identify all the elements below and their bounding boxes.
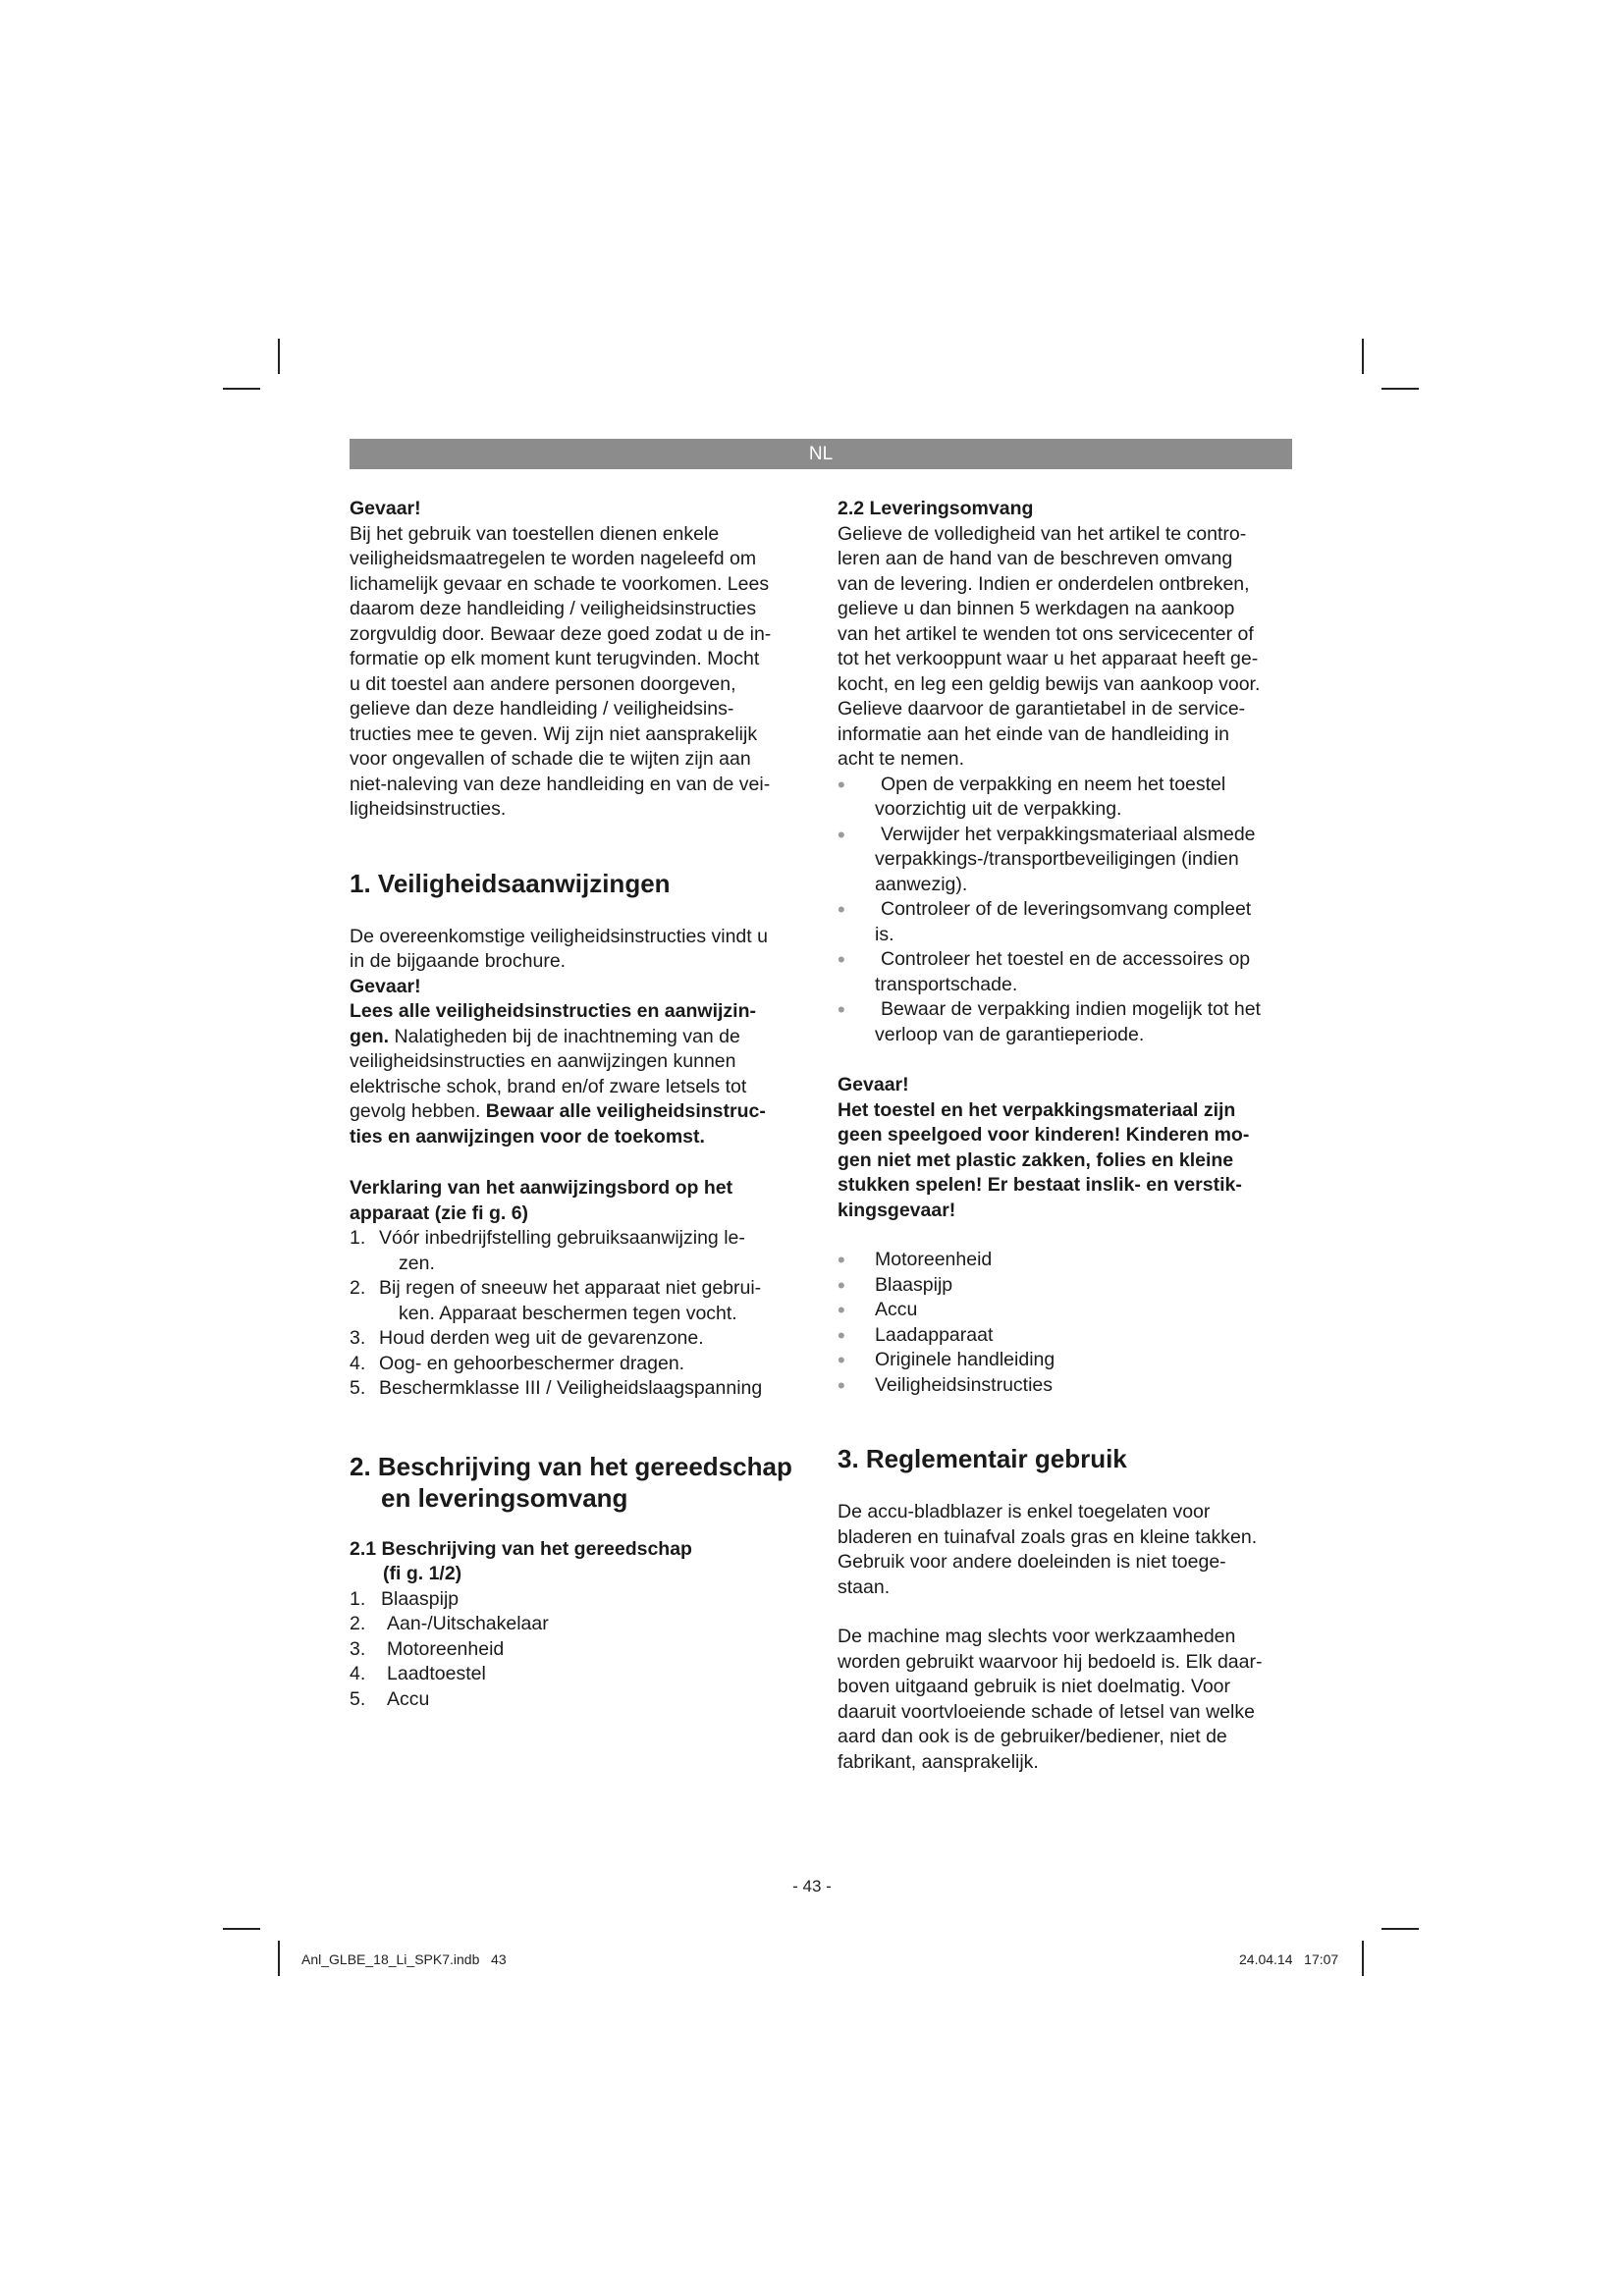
text-line: • Controleer of de leveringsomvang compleet bbox=[881, 898, 1252, 920]
text-line: bladeren en tuinafval zoals gras en kleine takken. bbox=[838, 1525, 1258, 1548]
text-line: • Blaaspijp bbox=[875, 1273, 953, 1296]
text-line: Gelieve de volledigheid van het artikel te contro- bbox=[838, 522, 1247, 545]
language-label: NL bbox=[808, 444, 834, 464]
title-line: 2. Beschrijving van het gereedschap bbox=[350, 1451, 792, 1481]
text-line: aard dan ook is de gebruiker/bediener, niet de bbox=[838, 1726, 1227, 1747]
title-line: en leveringsomvang bbox=[381, 1482, 628, 1513]
list-item bbox=[838, 773, 1299, 823]
crop-mark bbox=[1381, 1928, 1419, 1930]
text-line: gelieve u dan binnen 5 werkdagen na aankoop bbox=[838, 598, 1235, 619]
children-warning bbox=[838, 1073, 1299, 1223]
item-number: 2. bbox=[350, 1277, 366, 1299]
text-line: van het artikel te wenden tot ons servicecenter of bbox=[838, 622, 1254, 645]
text-line: • Verwijder het verpakkingsmateriaal alsmede bbox=[881, 823, 1256, 845]
text-line: Houd derden weg uit de gevarenzone. bbox=[379, 1327, 704, 1349]
text-line: ken. Apparaat beschermen tegen vocht. bbox=[399, 1302, 737, 1324]
usage-paragraph-1 bbox=[838, 1500, 1299, 1600]
section-3-title: 3. Reglementair gebruik bbox=[838, 1444, 1127, 1473]
text-line: daarom deze handleiding / veiligheidsinstructies bbox=[350, 598, 757, 619]
crop-mark bbox=[1381, 388, 1419, 390]
text-line: • Accu bbox=[875, 1299, 918, 1320]
text-line: • Motoreenheid bbox=[875, 1249, 993, 1270]
item-text: Aan-/Uitschakelaar bbox=[387, 1613, 549, 1634]
text-line: formatie op elk moment kunt terugvinden. Mocht bbox=[350, 648, 760, 669]
item-number: 1. bbox=[350, 1227, 366, 1249]
list-item bbox=[838, 897, 1299, 947]
text-line: Bij het gebruik van toestellen dienen enkele bbox=[350, 522, 720, 545]
warning-heading: Gevaar! bbox=[838, 1074, 909, 1095]
text-line: transportschade. bbox=[875, 973, 1018, 995]
list-item bbox=[838, 1373, 1299, 1399]
text-line: De accu-bladblazer is enkel toegelaten voor bbox=[838, 1501, 1211, 1522]
text-line: gelieve dan deze handleiding / veiligheidsins- bbox=[350, 698, 734, 720]
item-number: 1. bbox=[350, 1587, 366, 1610]
crop-mark bbox=[278, 1941, 280, 1976]
text-line: Oog- en gehoorbeschermer dragen. bbox=[379, 1352, 685, 1374]
list-item bbox=[350, 1637, 811, 1663]
right-column bbox=[838, 497, 1299, 1775]
text-line: • Open de verpakking en neem het toestel bbox=[881, 773, 1226, 795]
list-item bbox=[350, 1326, 811, 1352]
subsection-title: 2.1 Beschrijving van het gereedschap bbox=[350, 1537, 692, 1560]
text-line: De overeenkomstige veiligheidsinstructies vindt u bbox=[350, 925, 768, 947]
text-line: zorgvuldig door. Bewaar deze goed zodat u de in- bbox=[350, 622, 772, 645]
item-number: 3. bbox=[350, 1637, 366, 1660]
text-line: tructies mee te geven. Wij zijn niet aansprakelijk bbox=[350, 722, 758, 745]
item-number: 5. bbox=[350, 1377, 366, 1399]
sign-explanation bbox=[350, 1176, 811, 1402]
text-line: ties en aanwijzingen voor de toekomst. bbox=[350, 1125, 705, 1148]
section-2-1 bbox=[350, 1537, 811, 1713]
text-line: Gelieve daarvoor de garantietabel in de service- bbox=[838, 698, 1246, 720]
text-line: Bij regen of sneeuw het apparaat niet gebrui- bbox=[379, 1277, 762, 1299]
list-item bbox=[838, 1273, 1299, 1299]
text-line: verloop van de garantieperiode. bbox=[875, 1023, 1145, 1045]
text-line: voorzichtig uit de verpakking. bbox=[875, 798, 1122, 820]
text-line: Beschermklasse III / Veiligheidslaagspanning bbox=[379, 1377, 763, 1399]
section-1-title: 1. Veiligheidsaanwijzingen bbox=[350, 868, 671, 898]
section-2-2-title: 2.2 Leveringsomvang bbox=[838, 498, 1034, 519]
sign-explanation-title: Verklaring van het aanwijzingsbord op het bbox=[350, 1177, 733, 1199]
text-line: lichamelijk gevaar en schade te voorkomen. Lees bbox=[350, 572, 770, 595]
text-line: kingsgevaar! bbox=[838, 1199, 956, 1221]
section-1-warning-heading: Gevaar! bbox=[350, 975, 421, 997]
section-2-title bbox=[350, 1451, 811, 1514]
text-line: • Originele handleiding bbox=[875, 1349, 1056, 1370]
text-line: u dit toestel aan andere personen doorgeven, bbox=[350, 672, 736, 695]
item-text: Motoreenheid bbox=[387, 1637, 505, 1660]
item-text: Accu bbox=[387, 1687, 430, 1710]
text-line: Vóór inbedrijfstelling gebruiksaanwijzing le- bbox=[379, 1227, 745, 1249]
text-line: tot het verkooppunt waar u het apparaat heeft ge- bbox=[838, 648, 1259, 669]
parts-list bbox=[838, 1248, 1299, 1398]
list-item bbox=[350, 1276, 811, 1326]
text-line: boven uitgaand gebruik is niet doelmatig. Voor bbox=[838, 1676, 1231, 1697]
text-line: aanwezig). bbox=[875, 873, 968, 895]
list-item bbox=[838, 997, 1299, 1047]
language-header-bar bbox=[350, 439, 1292, 469]
item-number: 2. bbox=[350, 1613, 366, 1634]
list-item bbox=[838, 1298, 1299, 1323]
text-line: Gebruik voor andere doeleinden is niet toege- bbox=[838, 1551, 1226, 1573]
list-item bbox=[838, 823, 1299, 898]
left-column bbox=[350, 497, 811, 1712]
text-line: van de levering. Indien er onderdelen ontbreken, bbox=[838, 572, 1250, 595]
text-line: fabrikant, aansprakelijk. bbox=[838, 1750, 1039, 1773]
text-line: in de bijgaande brochure. bbox=[350, 950, 567, 972]
footer-filename: Anl_GLBE_18_Li_SPK7.indb 43 bbox=[301, 1951, 507, 1967]
text-line: veiligheidsinstructies en aanwijzingen kunnen bbox=[350, 1050, 736, 1072]
crop-mark bbox=[223, 1928, 260, 1930]
text-line: gen niet met plastic zakken, folies en kleine bbox=[838, 1148, 1234, 1171]
subsection-title: (fi g. 1/2) bbox=[383, 1563, 462, 1584]
item-number: 4. bbox=[350, 1663, 366, 1684]
crop-mark bbox=[223, 388, 260, 390]
sign-explanation-title: apparaat (zie fi g. 6) bbox=[350, 1201, 529, 1224]
text-line: • Bewaar de verpakking indien mogelijk tot het bbox=[881, 998, 1261, 1020]
text-line: kocht, en leg een geldig bewijs van aankoop voor. bbox=[838, 672, 1261, 695]
item-number: 4. bbox=[350, 1352, 366, 1374]
usage-paragraph-2 bbox=[838, 1625, 1299, 1775]
text-line: acht te nemen. bbox=[838, 748, 964, 770]
delivery-steps bbox=[838, 773, 1299, 1048]
list-item bbox=[838, 1323, 1299, 1349]
text-line: worden gebruikt waarvoor hij bedoeld is. Elk daar- bbox=[838, 1650, 1263, 1673]
text-bold: gen. bbox=[350, 1025, 390, 1047]
text-line: verpakkings-/transportbeveiligingen (indien bbox=[875, 848, 1239, 870]
text-line: informatie aan het einde van de handleiding in bbox=[838, 722, 1229, 745]
intro-warning-heading: Gevaar! bbox=[350, 498, 421, 519]
text-line: stukken spelen! Er bestaat inslik- en verstik- bbox=[838, 1174, 1242, 1196]
text-run: gevolg hebben. bbox=[350, 1100, 486, 1122]
text-line: zen. bbox=[399, 1252, 435, 1274]
crop-mark bbox=[278, 339, 280, 374]
list-item bbox=[350, 1687, 811, 1713]
crop-mark bbox=[1362, 339, 1364, 374]
text-line: geen speelgoed voor kinderen! Kinderen mo- bbox=[838, 1124, 1250, 1146]
text-line: ligheidsinstructies. bbox=[350, 798, 507, 820]
text-line: Het toestel en het verpakkingsmateriaal zijn bbox=[838, 1098, 1236, 1121]
item-number: 5. bbox=[350, 1687, 366, 1710]
text-line: elektrische schok, brand en/of zware letsels tot bbox=[350, 1075, 747, 1097]
text-line: De machine mag slechts voor werkzaamheden bbox=[838, 1626, 1236, 1647]
page-number: - 43 - bbox=[792, 1877, 832, 1896]
text-line: Lees alle veiligheidsinstructies en aanwijzin- bbox=[350, 1000, 756, 1022]
list-item bbox=[350, 1612, 811, 1637]
text-line: leren aan de hand van de beschreven omvang bbox=[838, 548, 1233, 569]
text-line: is. bbox=[875, 923, 894, 945]
list-item bbox=[350, 1587, 811, 1613]
text-line: staan. bbox=[838, 1575, 891, 1598]
delivery-paragraph bbox=[838, 522, 1299, 773]
text-line: • Controleer het toestel en de accessoires op bbox=[881, 948, 1251, 970]
text-bold: Bewaar alle veiligheidsinstruc- bbox=[485, 1100, 766, 1122]
crop-mark bbox=[1362, 1941, 1364, 1976]
text-line: • Veiligheidsinstructies bbox=[875, 1373, 1054, 1396]
list-item bbox=[350, 1352, 811, 1377]
list-item bbox=[838, 1348, 1299, 1373]
section-1-body bbox=[350, 925, 811, 1150]
list-item bbox=[350, 1662, 811, 1687]
text-run: Nalatigheden bij de inachtneming van de bbox=[389, 1025, 740, 1047]
list-item bbox=[838, 947, 1299, 997]
list-item bbox=[350, 1226, 811, 1276]
list-item bbox=[350, 1376, 811, 1402]
text-line: voor ongevallen of schade die te wijten zijn aan bbox=[350, 748, 751, 770]
item-number: 3. bbox=[350, 1327, 366, 1349]
text-line: daaruit voortvloeiende schade of letsel van welke bbox=[838, 1700, 1255, 1723]
item-text: Laadtoestel bbox=[387, 1663, 486, 1684]
list-item bbox=[838, 1248, 1299, 1273]
text-line: • Laadapparaat bbox=[875, 1323, 994, 1346]
text-line: veiligheidsmaatregelen te worden nageleefd om bbox=[350, 548, 757, 569]
text-line: niet-naleving van deze handleiding en van de vei- bbox=[350, 773, 771, 795]
footer-datetime: 24.04.14 17:07 bbox=[1239, 1951, 1339, 1967]
item-text: Blaaspijp bbox=[381, 1587, 460, 1610]
intro-paragraph bbox=[350, 522, 811, 823]
